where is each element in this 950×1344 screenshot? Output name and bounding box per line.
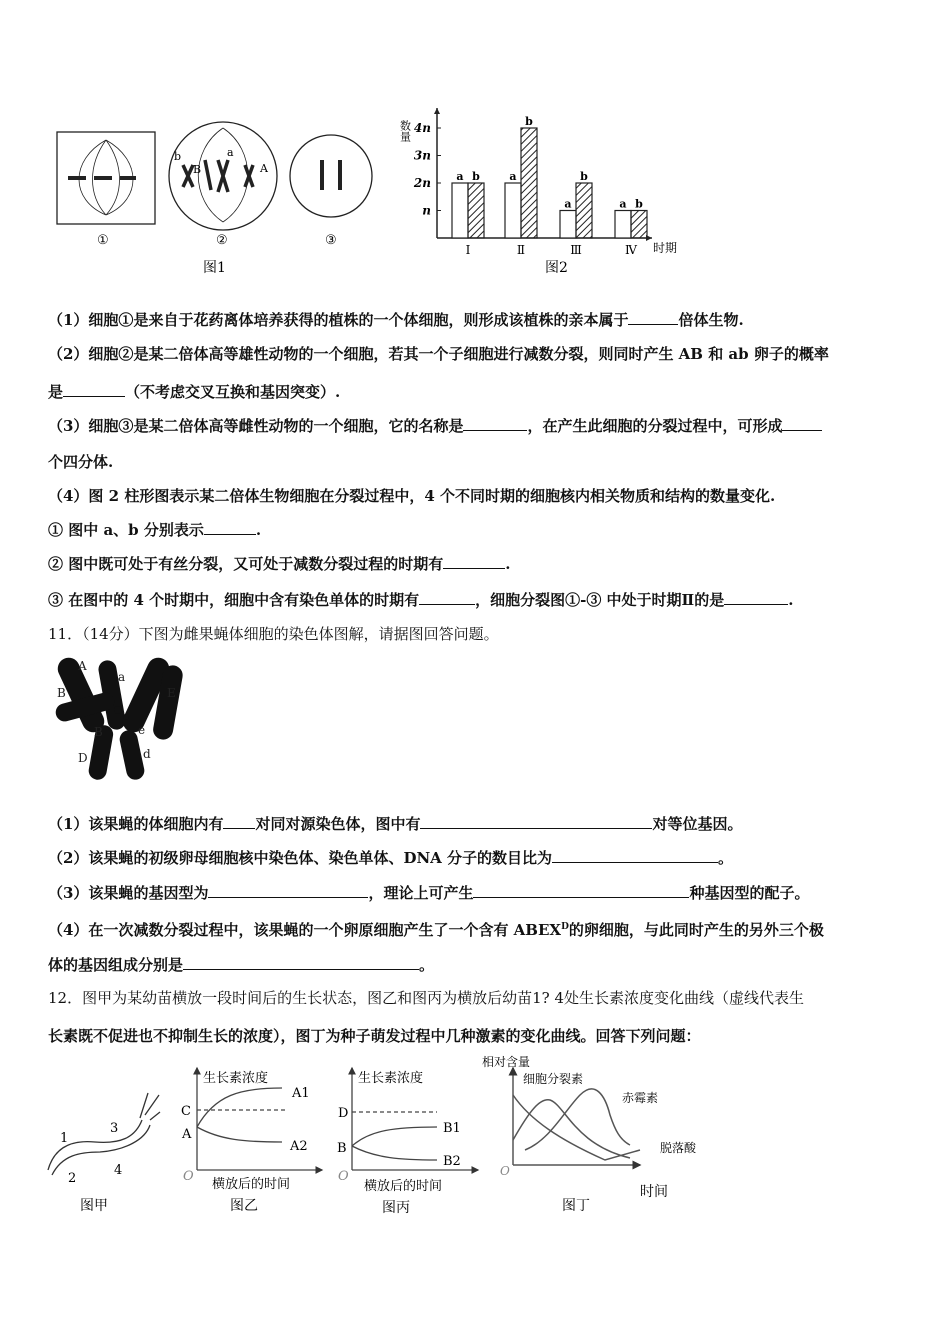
y-tick-label: 3n [413, 148, 431, 163]
curve-label-cytokinin: 细胞分裂素 [523, 1072, 584, 1086]
seedling-label: 4 [114, 1163, 123, 1178]
seedling-label: 3 [110, 1121, 119, 1136]
text: ② 图中既可处于有丝分裂，又可处于减数分裂过程的时期有 [48, 555, 444, 573]
gene-label: E [167, 686, 176, 700]
cell-2-label: ② [216, 233, 228, 248]
cell-2-gene-B: B [193, 163, 202, 176]
text: ③ 在图中的 4 个时期中，细胞中含有染色单体的时期有 [48, 591, 420, 609]
text: （不考虑交叉互换和基因突变）. [125, 383, 341, 401]
gene-label: A [78, 659, 87, 673]
text: . [255, 521, 262, 539]
text: ① 图中 a、b 分别表示 [48, 521, 204, 539]
q11-title: 11．（14分）下图为雌果蝇体细胞的染色体图解，请据图回答问题。 [48, 625, 499, 643]
fig-ding-ylabel: 相对含量 [482, 1055, 531, 1069]
text: 。 [718, 849, 734, 867]
y-tick-label: n [422, 203, 431, 218]
text: ，理论上可产生 [368, 884, 474, 902]
text: 对同对源染色体，图中有 [255, 815, 421, 833]
fig-bing-label: D [338, 1106, 349, 1121]
text: 的卵细胞，与此同时产生的另外三个极 [568, 921, 824, 939]
text: ，在产生此细胞的分裂过程中，可形成 [527, 417, 783, 435]
text: ，细胞分裂图①-③ 中处于时期Ⅱ的是 [475, 591, 725, 609]
fig-bing-caption: 图丙 [382, 1200, 410, 1216]
bar-label-a: a [564, 197, 572, 211]
fig-bing-label: B1 [443, 1121, 461, 1136]
text: （4）在一次减数分裂过程中，该果蝇的一个卵原细胞产生了一个含有 ABEX [48, 921, 562, 939]
cell-2-gene-b: b [174, 150, 182, 163]
bar-label-b: b [635, 197, 643, 211]
text: . [788, 591, 794, 609]
y-tick-label: 4n [413, 121, 431, 135]
fig-jia-caption: 图甲 [80, 1198, 108, 1214]
fig-ding-origin: O [500, 1164, 510, 1178]
fig-bing-origin: O [338, 1169, 349, 1184]
fig-yi-caption: 图乙 [230, 1198, 258, 1214]
fig-yi-label: A1 [292, 1086, 310, 1101]
text: 对等位基因。 [652, 815, 743, 833]
fig-yi-label: A2 [290, 1139, 308, 1154]
cell-3-label: ③ [325, 233, 337, 248]
y-tick-label: 2n [413, 176, 431, 190]
gene-label: D [78, 751, 88, 765]
text: （3）细胞③是某二倍体高等雌性动物的一个细胞，它的名称是 [48, 417, 464, 435]
seedling-label: 2 [68, 1171, 77, 1186]
curve-label-gibberellin: 赤霉素 [622, 1091, 659, 1105]
text: 倍体生物. [678, 311, 744, 329]
x-tick-label: Ⅰ [465, 243, 471, 257]
text: 。 [419, 956, 435, 974]
fig-ding-xlabel: 时间 [640, 1184, 668, 1200]
bar-label-a: a [619, 197, 627, 211]
fig-bing-ylabel: 生长素浓度 [358, 1071, 424, 1086]
x-tick-label: Ⅱ [516, 243, 526, 257]
cell-2-gene-A: A [260, 162, 268, 175]
q10-part4: （4）图 2 柱形图表示某二倍体生物细胞在分裂过程中，4 个不同时期的细胞核内相关物质和结构的数量变化. [48, 487, 776, 505]
fig-yi-label: C [181, 1104, 191, 1119]
figure-1-caption: 图1 [203, 260, 226, 276]
fig-bing-label: B [337, 1141, 347, 1156]
gene-label: d [143, 747, 151, 761]
gene-label: e [138, 723, 146, 737]
text: 种基因型的配子。 [689, 884, 810, 902]
text: （3）该果蝇的基因型为 [48, 884, 209, 902]
superscript: D [561, 922, 569, 932]
q10-part2: （2）细胞②是某二倍体高等雄性动物的一个细胞，若其一个子细胞进行减数分裂，则同时产生 AB 和 ab 卵子的概率 [48, 345, 829, 363]
bar-label-a: a [456, 170, 464, 183]
curve-label-abscisic-acid: 脱落酸 [660, 1141, 697, 1155]
text: （1）细胞①是来自于花药离体培养获得的植株的一个体细胞，则形成该植株的亲本属于 [48, 311, 629, 329]
text: （1）该果蝇的体细胞内有 [48, 815, 224, 833]
x-tick-label: Ⅳ [625, 243, 637, 257]
text: . [505, 555, 511, 573]
x-axis-label: 时期 [653, 241, 678, 255]
cell-1-label: ① [97, 233, 109, 248]
y-axis-label: 数量 [398, 120, 412, 142]
gene-label: a [118, 670, 126, 684]
fig-yi-ylabel: 生长素浓度 [203, 1071, 269, 1086]
text: 是 [48, 383, 64, 401]
gene-label: B [57, 686, 66, 700]
bar-label-b: b [472, 170, 480, 183]
fig-bing-xlabel: 横放后的时间 [364, 1179, 443, 1194]
fig-bing-label: B2 [443, 1154, 461, 1169]
gene-label: B [94, 725, 103, 739]
text: 体的基因组成分别是 [48, 956, 184, 974]
seedling-label: 1 [60, 1131, 69, 1146]
figure-2-caption: 图2 [545, 260, 568, 276]
q10-part3-cont: 个四分体. [48, 453, 114, 471]
fig-yi-xlabel: 横放后的时间 [212, 1177, 291, 1192]
bar-label-b: b [580, 170, 588, 183]
q12-line2: 长素既不促进也不抑制生长的浓度），图丁为种子萌发过程中几种激素的变化曲线。回答下列问题： [48, 1027, 701, 1045]
q12-line1: 12．图甲为某幼苗横放一段时间后的生长状态，图乙和图丙为横放后幼苗1? 4处生长素浓度变化曲线（虚线代表生 [48, 989, 804, 1007]
text: （2）该果蝇的初级卵母细胞核中染色体、染色单体、DNA 分子的数目比为 [48, 849, 553, 867]
fig-ding-caption: 图丁 [562, 1198, 590, 1214]
bar-label-b: b [525, 115, 533, 128]
fig-yi-label: A [182, 1127, 192, 1142]
cell-2-gene-a: a [227, 146, 234, 159]
fig-yi-origin: O [183, 1169, 194, 1184]
x-tick-label: Ⅲ [570, 243, 582, 257]
bar-label-a: a [509, 170, 517, 183]
